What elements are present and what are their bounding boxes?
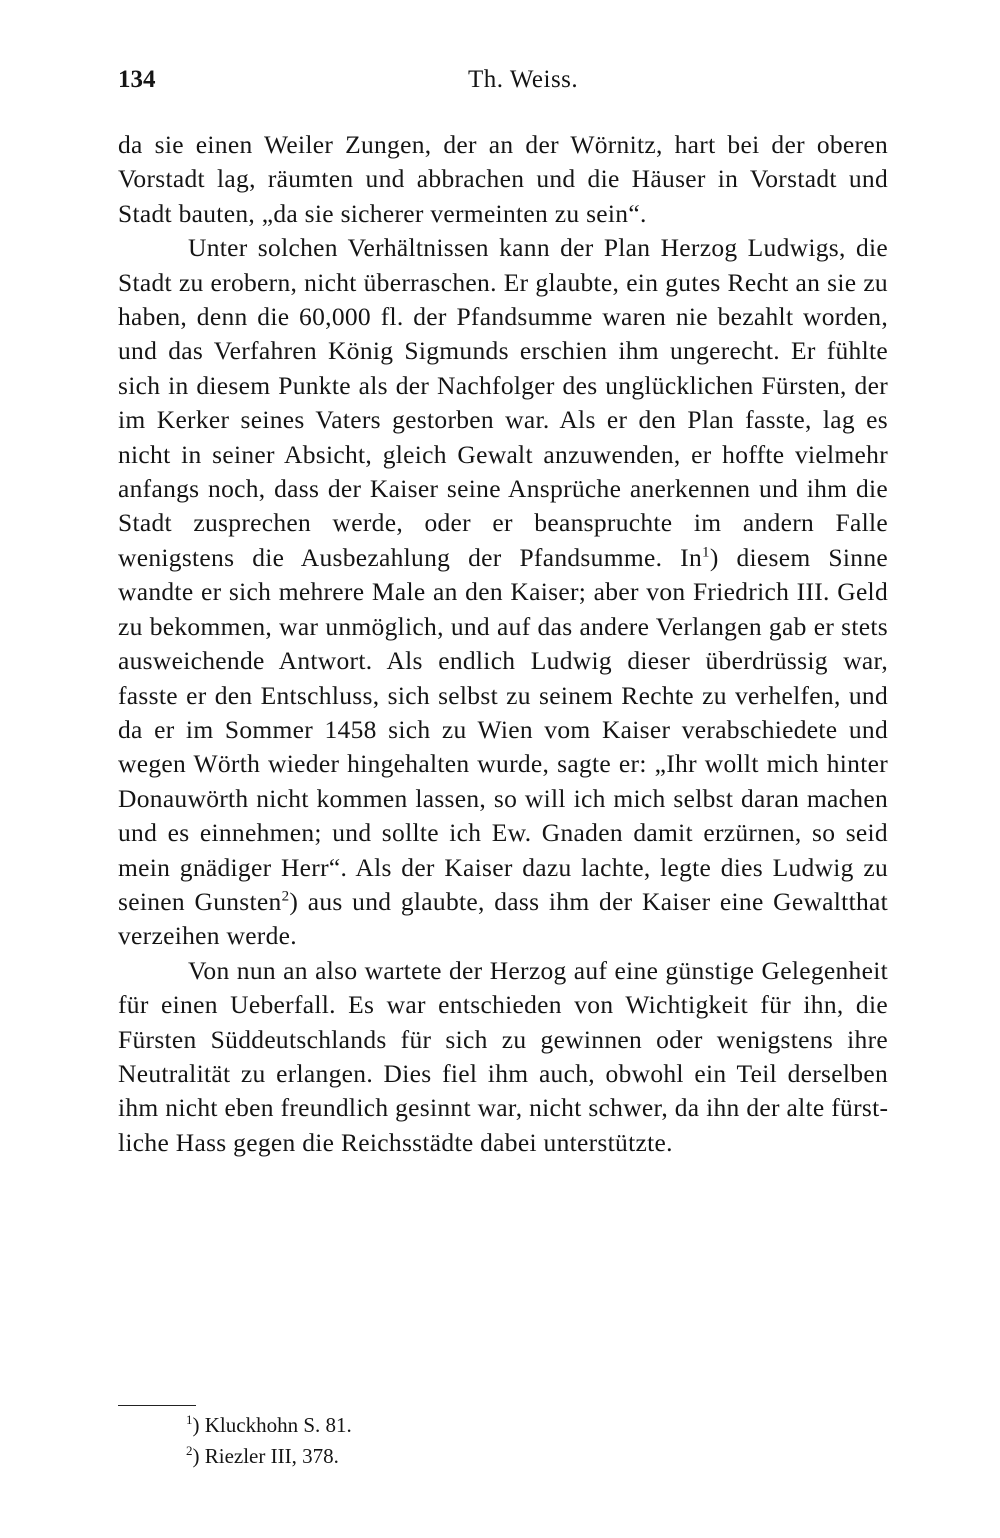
running-head: Th. Weiss. [468, 66, 579, 93]
footnote-mark: 2 [186, 1443, 193, 1458]
paragraph-text: ) diesem Sinne wandte er sich mehrere Male an den Kaiser; aber von Friedrich III. Geld zu bekommen, war unmöglich, und auf das andere Verlangen gab er stets ausweichende Antwort. Als endlich Ludwig dieser überdrüssig war, fasste er den Entschluss, sich selbst zu seinem Rechte zu verhelfen, und da er im Sommer 1458 sich zu Wien vom Kaiser verabschiedete und wegen Wörth wieder hingehalten wurde, sagte er: „Ihr wollt mich hinter Donauwörth nicht kommen lassen, so will ich mich selbst daran machen und es einnehmen; und sollte ich Ew. Gnaden damit erzürnen, so seid mein gnädiger Herr“. Als der Kaiser dazu lachte, legte dies Ludwig zu seinen Gunsten [118, 542, 888, 916]
paragraph-text: Unter solchen Verhältnissen kann der Plan Herzog Ludwigs, die Stadt zu erobern, nicht überraschen. Er glaubte, ein gutes Recht an sie zu haben, denn die 60,000 fl. der Pfandsumme waren nie bezahlt worden, und das Verfahren König Sigmunds erschien ihm ungerecht. Er fühlte sich in diesem Punkte als der Nachfolger des unglücklichen Fürsten, der im Kerker seines Vaters gestorben war. Als er den Plan fasste, lag es nicht in seiner Absicht, gleich Gewalt anzuwenden, er hoffte vielmehr anfangs noch, dass der Kaiser seine Ansprüche anerkennen und ihm die Stadt zusprechen werde, oder er beanspruchte im andern Falle wenigstens die Ausbezahlung der Pfandsumme. In [118, 233, 888, 572]
page-number: 134 [118, 66, 156, 93]
body-text [118, 128, 888, 1160]
footnote-divider [118, 1405, 196, 1406]
paragraph-text: da sie einen Weiler Zungen, der an der Wörnitz, hart bei der oberen Vorstadt lag, räumten und abbrachen und die Häuser in Vorstadt und Stadt bauten, „da sie sicherer vermeinten zu sein“. [118, 130, 888, 228]
paragraph [118, 128, 888, 231]
paragraph-text: Von nun an also wartete der Herzog auf eine günstige Gelegenheit für einen Ueberfall. Es war entschieden von Wichtigkeit für ihn, die Fürsten Süddeutschlands für sich zu gewinnen oder wenigstens ihre Neutralität zu erlangen. Dies fiel ihm auch, obwohl ein Teil derselben ihm nicht eben freundlich gesinnt war, nicht schwer, da ihn der alte fürstliche Hass gegen die Reichsstädte dabei unterstützte. [118, 955, 888, 1157]
footnote-text: ) Kluckhohn S. 81. [192, 1413, 352, 1437]
footnote-text: ) Riezler III, 378. [192, 1444, 339, 1468]
paragraph-text: ) aus und glaubte, dass ihm der Kaiser eine Gewaltthat verzeihen werde. [118, 886, 889, 951]
footnote-reference: 2 [281, 888, 290, 905]
footnote [186, 1441, 786, 1472]
footnotes [186, 1410, 786, 1472]
footnote [186, 1410, 786, 1441]
footnote-reference: 1 [702, 544, 710, 561]
paragraph [118, 231, 888, 954]
footnote-mark: 1 [186, 1412, 193, 1427]
page-header [118, 66, 888, 106]
paragraph [118, 954, 888, 1160]
